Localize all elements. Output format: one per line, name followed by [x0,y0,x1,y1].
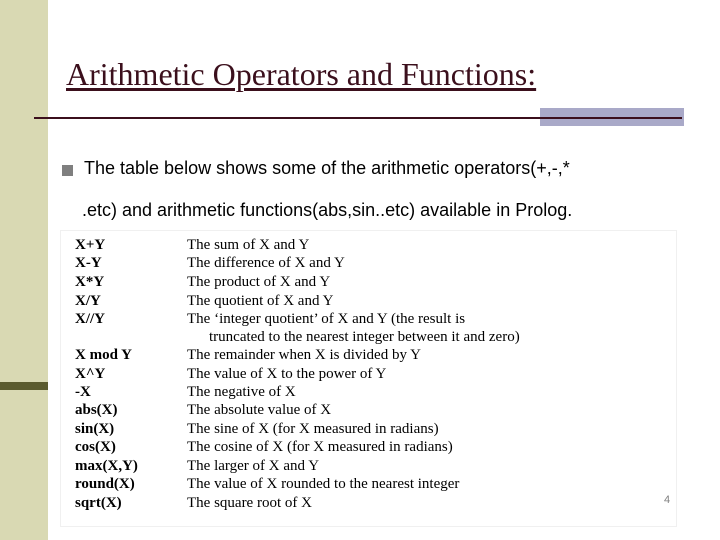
description-cell: The product of X and Y [187,274,331,290]
description-cell: The square root of X [187,495,312,511]
operator-cell: X+Y [75,237,106,253]
operator-cell: X-Y [75,255,102,271]
operator-cell: abs(X) [75,402,118,418]
operator-cell: cos(X) [75,439,116,455]
operator-cell: sqrt(X) [75,495,122,511]
operator-cell: max(X,Y) [75,458,138,474]
operator-cell: round(X) [75,476,135,492]
description-cell: The difference of X and Y [187,255,345,271]
description-cell: The value of X to the power of Y [187,366,387,382]
bullet-text-line-1: The table below shows some of the arithmetic operators(+,-,* [84,158,570,178]
page-number: 4 [664,494,671,506]
slide-title: Arithmetic Operators and Functions: [66,56,537,92]
operator-cell: sin(X) [75,421,115,437]
bullet-square-icon [62,165,73,176]
operator-cell: X^Y [75,366,106,382]
bullet-text-line-2: .etc) and arithmetic functions(abs,sin..etc) available in Prolog. [82,200,573,220]
operator-cell: X/Y [75,293,101,309]
description-cell: The negative of X [187,384,296,400]
description-cell: The cosine of X (for X measured in radians) [187,439,453,455]
description-cell: The ‘integer quotient’ of X and Y (the result is [187,311,466,327]
operators-table [60,230,677,527]
description-cell: The absolute value of X [187,402,332,418]
description-cell: truncated to the nearest integer between it and zero) [209,329,520,345]
description-cell: The sum of X and Y [187,237,310,253]
operator-cell: -X [75,384,91,400]
operator-cell: X mod Y [75,347,132,363]
description-cell: The larger of X and Y [187,458,320,474]
operator-cell: X//Y [75,311,105,327]
description-cell: The quotient of X and Y [187,293,334,309]
left-decorative-band [0,0,48,540]
operator-cell: X*Y [75,274,105,290]
description-cell: The sine of X (for X measured in radians) [187,421,439,437]
title-rule [34,117,682,119]
description-cell: The value of X rounded to the nearest integer [187,476,460,492]
description-cell: The remainder when X is divided by Y [187,347,421,363]
left-band-accent [0,382,48,390]
